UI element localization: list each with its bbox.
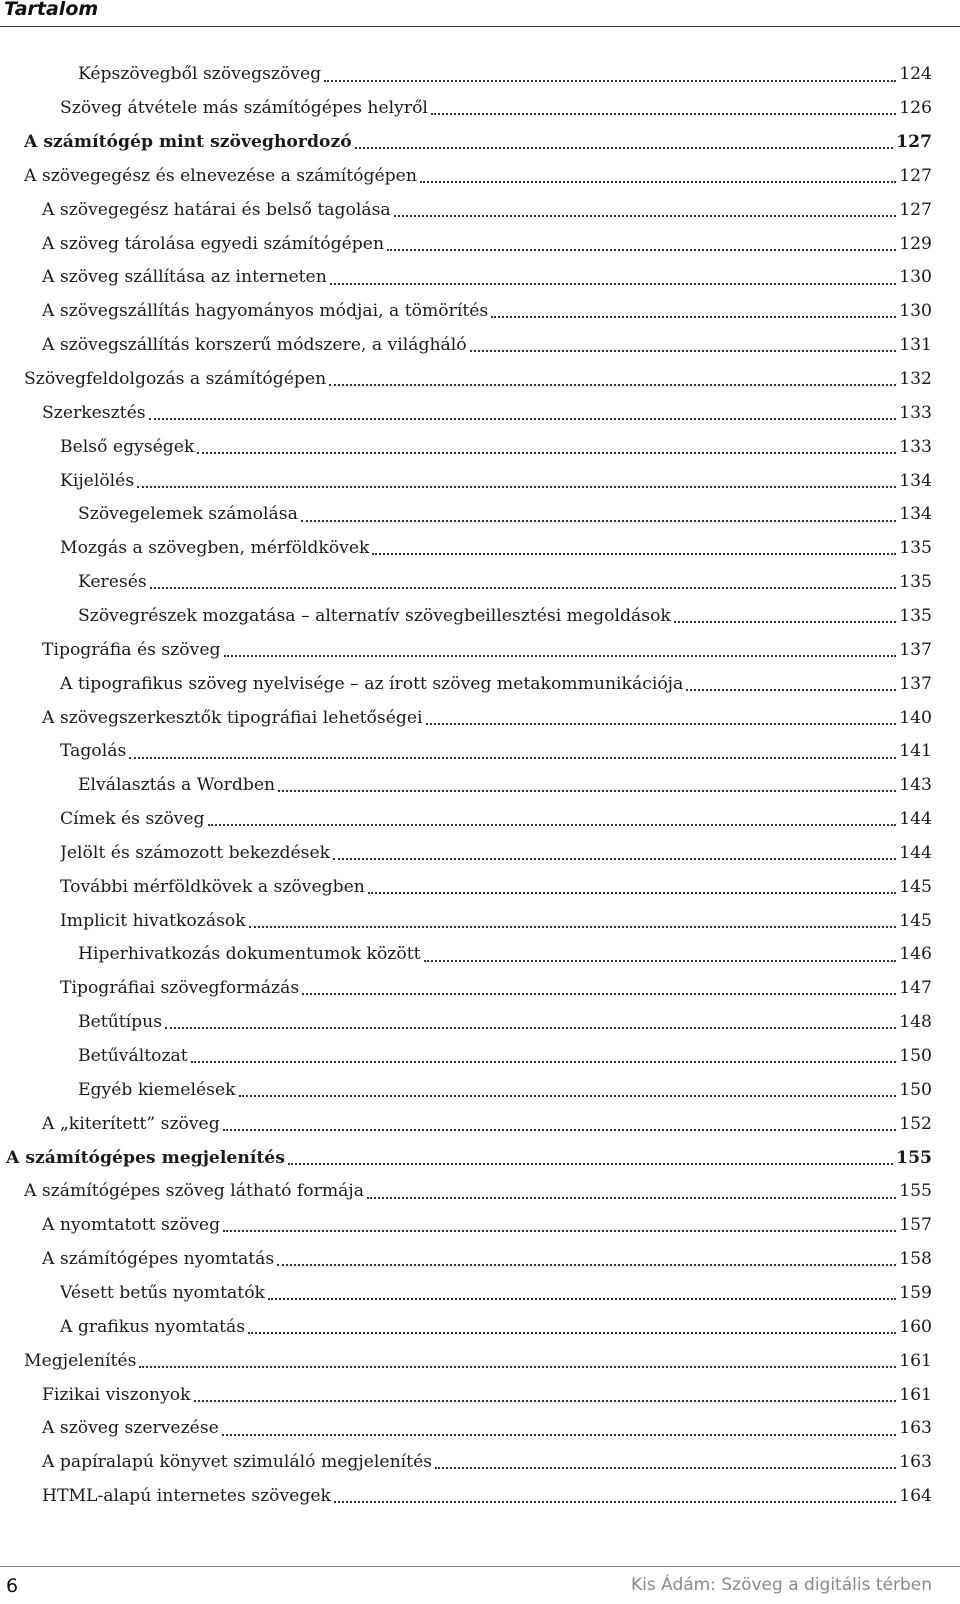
toc-entry[interactable]: [78, 1006, 932, 1040]
toc-entry[interactable]: [60, 92, 932, 126]
toc-entry[interactable]: [60, 430, 932, 464]
dot-leader: [367, 1196, 896, 1199]
toc-entry-title: Szerkesztés: [42, 402, 146, 423]
toc-entry[interactable]: [24, 1175, 932, 1209]
dot-leader: [194, 1399, 897, 1402]
dot-leader: [686, 688, 896, 691]
toc-entry-title: A szöveg szállítása az interneten: [42, 267, 327, 288]
toc-entry-title: Vésett betűs nyomtatók: [60, 1282, 265, 1303]
toc-entry-page: 127: [899, 165, 932, 186]
toc-entry-page: 146: [899, 944, 932, 965]
toc-entry-page: 124: [899, 64, 932, 85]
page-title: Tartalom: [4, 0, 99, 20]
dot-leader: [387, 248, 896, 251]
dot-leader: [674, 620, 896, 623]
toc-entry-title: A grafikus nyomtatás: [60, 1316, 246, 1337]
toc-entry[interactable]: [42, 261, 932, 295]
dot-leader: [139, 1365, 896, 1368]
toc-entry[interactable]: [60, 1310, 932, 1344]
toc-entry-title: A papíralapú könyvet szimuláló megjelenítés: [42, 1452, 433, 1473]
toc-entry-title: Elválasztás a Wordben: [78, 775, 276, 796]
toc-entry-page: 127: [899, 199, 932, 220]
dot-leader: [355, 146, 893, 149]
toc-entry[interactable]: [42, 1107, 932, 1141]
toc-entry[interactable]: [42, 701, 932, 735]
toc-entry-page: 134: [899, 470, 932, 491]
toc-entry-title: Tipográfiai szövegformázás: [60, 978, 300, 999]
toc-entry-title: A számítógép mint szöveghordozó: [24, 132, 352, 153]
toc-entry-page: 150: [899, 1079, 932, 1100]
dot-leader: [372, 552, 896, 555]
dot-leader: [302, 992, 896, 995]
page-number: 6: [6, 1575, 19, 1597]
toc-entry[interactable]: [42, 329, 932, 363]
toc-entry-title: Tagolás: [60, 741, 127, 762]
dot-leader: [394, 214, 897, 217]
toc-entry[interactable]: [78, 58, 932, 92]
toc-entry-page: 145: [899, 910, 932, 931]
toc-entry-page: 144: [899, 809, 932, 830]
toc-entry-title: A szövegszerkesztők tipográfiai lehetőségei: [42, 707, 423, 728]
toc-entry-page: 145: [899, 876, 932, 897]
toc-entry[interactable]: [60, 1277, 932, 1311]
toc-entry-page: 155: [899, 1181, 932, 1202]
toc-entry[interactable]: [42, 227, 932, 261]
toc-entry-page: 137: [899, 639, 932, 660]
toc-entry-title: Szöveg átvétele más számítógépes helyről: [60, 98, 428, 119]
dot-leader: [431, 112, 896, 115]
toc-entry-page: 126: [899, 98, 932, 119]
toc-entry-title: Szövegfeldolgozás a számítógépen: [24, 369, 327, 390]
toc-entry[interactable]: [42, 633, 932, 667]
dot-leader: [435, 1466, 896, 1469]
toc-entry[interactable]: [42, 1243, 932, 1277]
toc-entry-page: 132: [899, 369, 932, 390]
toc-entry-page: 135: [899, 605, 932, 626]
toc-entry-page: 155: [896, 1147, 932, 1168]
dot-leader: [277, 1263, 896, 1266]
toc-entry-title: Belső egységek: [60, 436, 195, 457]
toc-entry[interactable]: [78, 769, 932, 803]
dot-leader: [137, 485, 896, 488]
toc-entry-page: 147: [899, 978, 932, 999]
toc-entry[interactable]: [78, 498, 932, 532]
toc-entry[interactable]: [42, 1209, 932, 1243]
toc-entry[interactable]: [42, 1378, 932, 1412]
toc-entry[interactable]: [60, 735, 932, 769]
toc-entry-page: 158: [899, 1249, 932, 1270]
toc-entry-title: Címek és szöveg: [60, 809, 205, 830]
dot-leader: [239, 1094, 897, 1097]
dot-leader: [268, 1297, 896, 1300]
toc-entry-title: Fizikai viszonyok: [42, 1384, 191, 1405]
toc-entry-page: 141: [899, 741, 932, 762]
toc-entry[interactable]: [60, 870, 932, 904]
toc-entry-title: A szöveg szervezése: [42, 1418, 219, 1439]
toc-entry[interactable]: [60, 803, 932, 837]
toc-entry[interactable]: [60, 464, 932, 498]
toc-entry-title: A szöveg tárolása egyedi számítógépen: [42, 233, 385, 254]
dot-leader: [197, 451, 896, 454]
toc-entry[interactable]: [24, 363, 932, 397]
toc-entry[interactable]: [6, 1141, 932, 1175]
toc-entry-page: 131: [899, 335, 932, 356]
dot-leader: [150, 586, 896, 589]
toc-entry-title: Implicit hivatkozások: [60, 910, 246, 931]
dot-leader: [330, 282, 896, 285]
toc-entry-title: Keresés: [78, 572, 147, 593]
toc-entry[interactable]: [78, 938, 932, 972]
dot-leader: [333, 857, 896, 860]
dot-leader: [329, 383, 896, 386]
toc-entry-title: Kijelölés: [60, 470, 135, 491]
toc-entry-page: 161: [899, 1350, 932, 1371]
toc-entry-title: Tipográfia és szöveg: [42, 639, 221, 660]
dot-leader: [491, 315, 896, 318]
toc-entry-page: 134: [899, 504, 932, 525]
dot-leader: [191, 1060, 896, 1063]
page-footer: [0, 1566, 960, 1604]
toc-entry-page: 144: [899, 842, 932, 863]
toc-entry-page: 135: [899, 572, 932, 593]
toc-entry-title: Megjelenítés: [24, 1350, 137, 1371]
toc-entry[interactable]: [60, 972, 932, 1006]
toc-entry[interactable]: [78, 1074, 932, 1108]
toc-entry-title: A szövegegész határai és belső tagolása: [42, 199, 391, 220]
toc-entry-page: 140: [899, 707, 932, 728]
toc-entry-title: Betűváltozat: [78, 1046, 188, 1067]
toc-entry[interactable]: [42, 1480, 932, 1514]
dot-leader: [223, 1229, 896, 1232]
toc-entry-page: 150: [899, 1046, 932, 1067]
toc-entry[interactable]: [78, 566, 932, 600]
dot-leader: [223, 1128, 896, 1131]
toc-entry-title: A tipografikus szöveg nyelvisége – az írott szöveg metakommunikációja: [60, 673, 684, 694]
toc-entry-title: További mérföldkövek a szövegben: [60, 876, 365, 897]
toc-entry[interactable]: [42, 1446, 932, 1480]
toc-entry[interactable]: [42, 295, 932, 329]
dot-leader: [324, 79, 896, 82]
dot-leader: [149, 417, 897, 420]
toc-entry-page: 160: [899, 1316, 932, 1337]
toc-entry-page: 152: [899, 1113, 932, 1134]
toc-entry-title: Szövegrészek mozgatása – alternatív szövegbeillesztési megoldások: [78, 605, 671, 626]
toc-entry-page: 157: [899, 1215, 932, 1236]
dot-leader: [165, 1026, 896, 1029]
dot-leader: [420, 180, 896, 183]
toc-entry-title: HTML-alapú internetes szövegek: [42, 1486, 331, 1507]
toc-entry-title: Betűtípus: [78, 1012, 163, 1033]
toc-entry-page: 129: [899, 233, 932, 254]
toc-entry-page: 135: [899, 538, 932, 559]
toc-entry-title: A számítógépes szöveg látható formája: [24, 1181, 364, 1202]
toc-entry-title: A szövegszállítás korszerű módszere, a világháló: [42, 335, 467, 356]
dot-leader: [424, 959, 897, 962]
toc-entry-page: 133: [899, 402, 932, 423]
dot-leader: [248, 1331, 896, 1334]
dot-leader: [249, 925, 897, 928]
toc-entry-page: 130: [899, 301, 932, 322]
toc-entry-title: A számítógépes megjelenítés: [6, 1147, 285, 1168]
dot-leader: [334, 1500, 896, 1503]
dot-leader: [222, 1433, 896, 1436]
toc-entry[interactable]: [60, 667, 932, 701]
toc-entry-page: 164: [899, 1486, 932, 1507]
toc-entry[interactable]: [60, 837, 932, 871]
toc-entry-page: 159: [899, 1282, 932, 1303]
toc-entry-page: 163: [899, 1452, 932, 1473]
toc-entry-title: Képszövegből szövegszöveg: [78, 64, 322, 85]
toc-entry-title: Hiperhivatkozás dokumentumok között: [78, 944, 421, 965]
toc-entry-title: Jelölt és számozott bekezdések: [60, 842, 331, 863]
toc-entry[interactable]: [78, 1040, 932, 1074]
toc-entry[interactable]: [24, 1344, 932, 1378]
toc-entry-page: 133: [899, 436, 932, 457]
dot-leader: [278, 789, 896, 792]
dot-leader: [288, 1162, 893, 1165]
toc-entry-title: A szövegegész és elnevezése a számítógépen: [24, 165, 417, 186]
toc-entry-page: 143: [899, 775, 932, 796]
toc-entry[interactable]: [42, 1412, 932, 1446]
toc-entry[interactable]: [42, 193, 932, 227]
toc-entry[interactable]: [42, 397, 932, 431]
toc-entry[interactable]: [24, 126, 932, 160]
toc-entry-page: 161: [899, 1384, 932, 1405]
page-header: [0, 0, 960, 27]
dot-leader: [208, 823, 897, 826]
toc-entry[interactable]: [24, 160, 932, 194]
toc-entry-page: 148: [899, 1012, 932, 1033]
toc-entry-title: Egyéb kiemelések: [78, 1079, 236, 1100]
dot-leader: [470, 349, 897, 352]
dot-leader: [368, 891, 896, 894]
dot-leader: [129, 756, 896, 759]
toc-entry-title: Mozgás a szövegben, mérföldkövek: [60, 538, 370, 559]
toc-entry-title: A nyomtatott szöveg: [42, 1215, 221, 1236]
toc-entry-title: Szövegelemek számolása: [78, 504, 298, 525]
toc-entry-title: A „kiterített” szöveg: [42, 1113, 220, 1134]
dot-leader: [301, 519, 896, 522]
toc-entry-page: 127: [896, 132, 932, 153]
running-footer-title: Kis Ádám: Szöveg a digitális térben: [631, 1575, 932, 1595]
dot-leader: [224, 654, 897, 657]
toc-entry-title: A szövegszállítás hagyományos módjai, a tömörítés: [42, 301, 489, 322]
toc-entry-title: A számítógépes nyomtatás: [42, 1249, 275, 1270]
toc-entry-page: 137: [899, 673, 932, 694]
toc-entry-page: 163: [899, 1418, 932, 1439]
toc-entry-page: 130: [899, 267, 932, 288]
toc-entry[interactable]: [78, 600, 932, 634]
toc-entry[interactable]: [60, 532, 932, 566]
dot-leader: [426, 722, 897, 725]
toc-entry[interactable]: [60, 904, 932, 938]
